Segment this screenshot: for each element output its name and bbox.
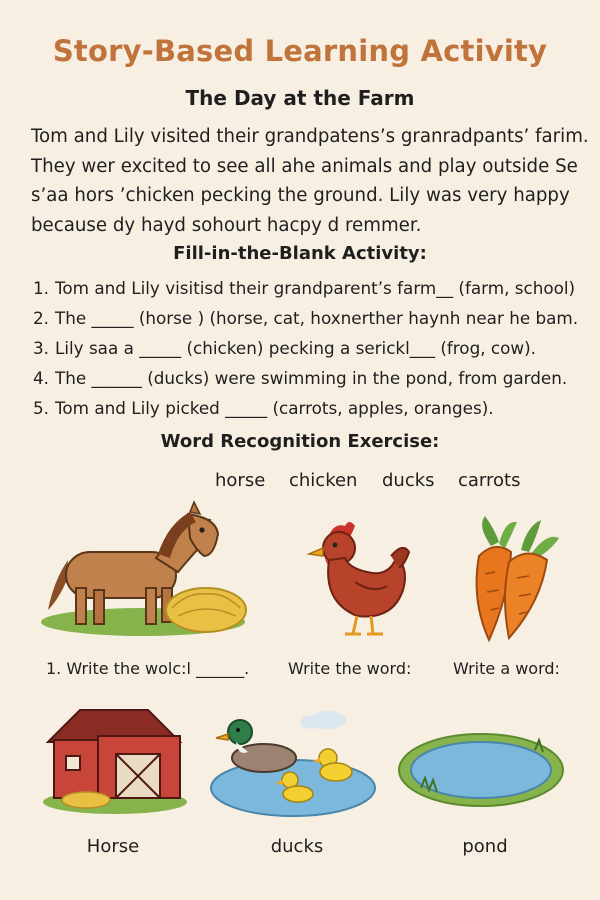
pond-icon <box>395 730 565 810</box>
fill-in-item <box>33 393 588 423</box>
label-pond: pond <box>462 836 508 857</box>
item-number: 2. <box>33 308 50 328</box>
item-text: The ______ (ducks) were swimming in the pond, from garden. <box>55 368 568 388</box>
story-title: The Day at the Farm <box>185 86 415 110</box>
fill-in-title: Fill-in-the-Blank Activity: <box>173 243 427 264</box>
ducks-icon <box>208 704 378 820</box>
fill-in-item <box>33 273 588 303</box>
word-bank-item: ducks <box>382 470 435 491</box>
story-line: They wer excited to see all ahe animals and play outside Se <box>31 155 578 177</box>
story-line: s’aa hors ’chicken pecking the ground. Lily was very happy <box>31 185 570 206</box>
write-word-caption: Write a word: <box>453 659 560 678</box>
write-word-caption: 1. Write the wolc:l ______. <box>46 659 250 678</box>
fill-in-list <box>33 273 588 423</box>
story-line: because dy hayd sohourt hacpy d remmer. <box>31 214 422 236</box>
item-text: Tom and Lily picked _____ (carrots, apples, oranges). <box>55 398 494 418</box>
fill-in-item <box>33 303 588 333</box>
fill-in-item <box>33 363 588 393</box>
label-ducks: ducks <box>270 836 324 857</box>
story-text <box>31 122 589 240</box>
item-number: 3. <box>33 338 50 358</box>
label-horse: Horse <box>86 836 140 857</box>
carrot-icon <box>465 516 565 644</box>
word-bank-item: carrots <box>458 470 521 491</box>
horse-icon <box>38 500 248 640</box>
item-number: 1. <box>33 278 50 298</box>
item-text: Tom and Lily visitisd their grandparent’s farm__ (farm, school) <box>55 278 576 298</box>
item-number: 5. <box>33 398 50 418</box>
page-title: Story-Based Learning Activity <box>52 34 548 68</box>
barn-icon <box>40 706 190 814</box>
word-recognition-title: Word Recognition Exercise: <box>160 431 440 452</box>
chicken-icon <box>305 512 415 642</box>
item-text: Lily saa a _____ (chicken) pecking a serickl___ (frog, cow). <box>55 338 536 358</box>
item-number: 4. <box>33 368 50 388</box>
write-word-caption: Write the word: <box>288 659 412 678</box>
fill-in-item <box>33 333 588 363</box>
story-line: Tom and Lily visited their grandpatens’s granradpants’ farim. <box>31 126 589 147</box>
item-text: The _____ (horse ) (horse, cat, hoxnerther haynh near he bam. <box>55 308 579 328</box>
word-bank-item: chicken <box>289 470 358 491</box>
word-bank-item: horse <box>215 470 266 491</box>
